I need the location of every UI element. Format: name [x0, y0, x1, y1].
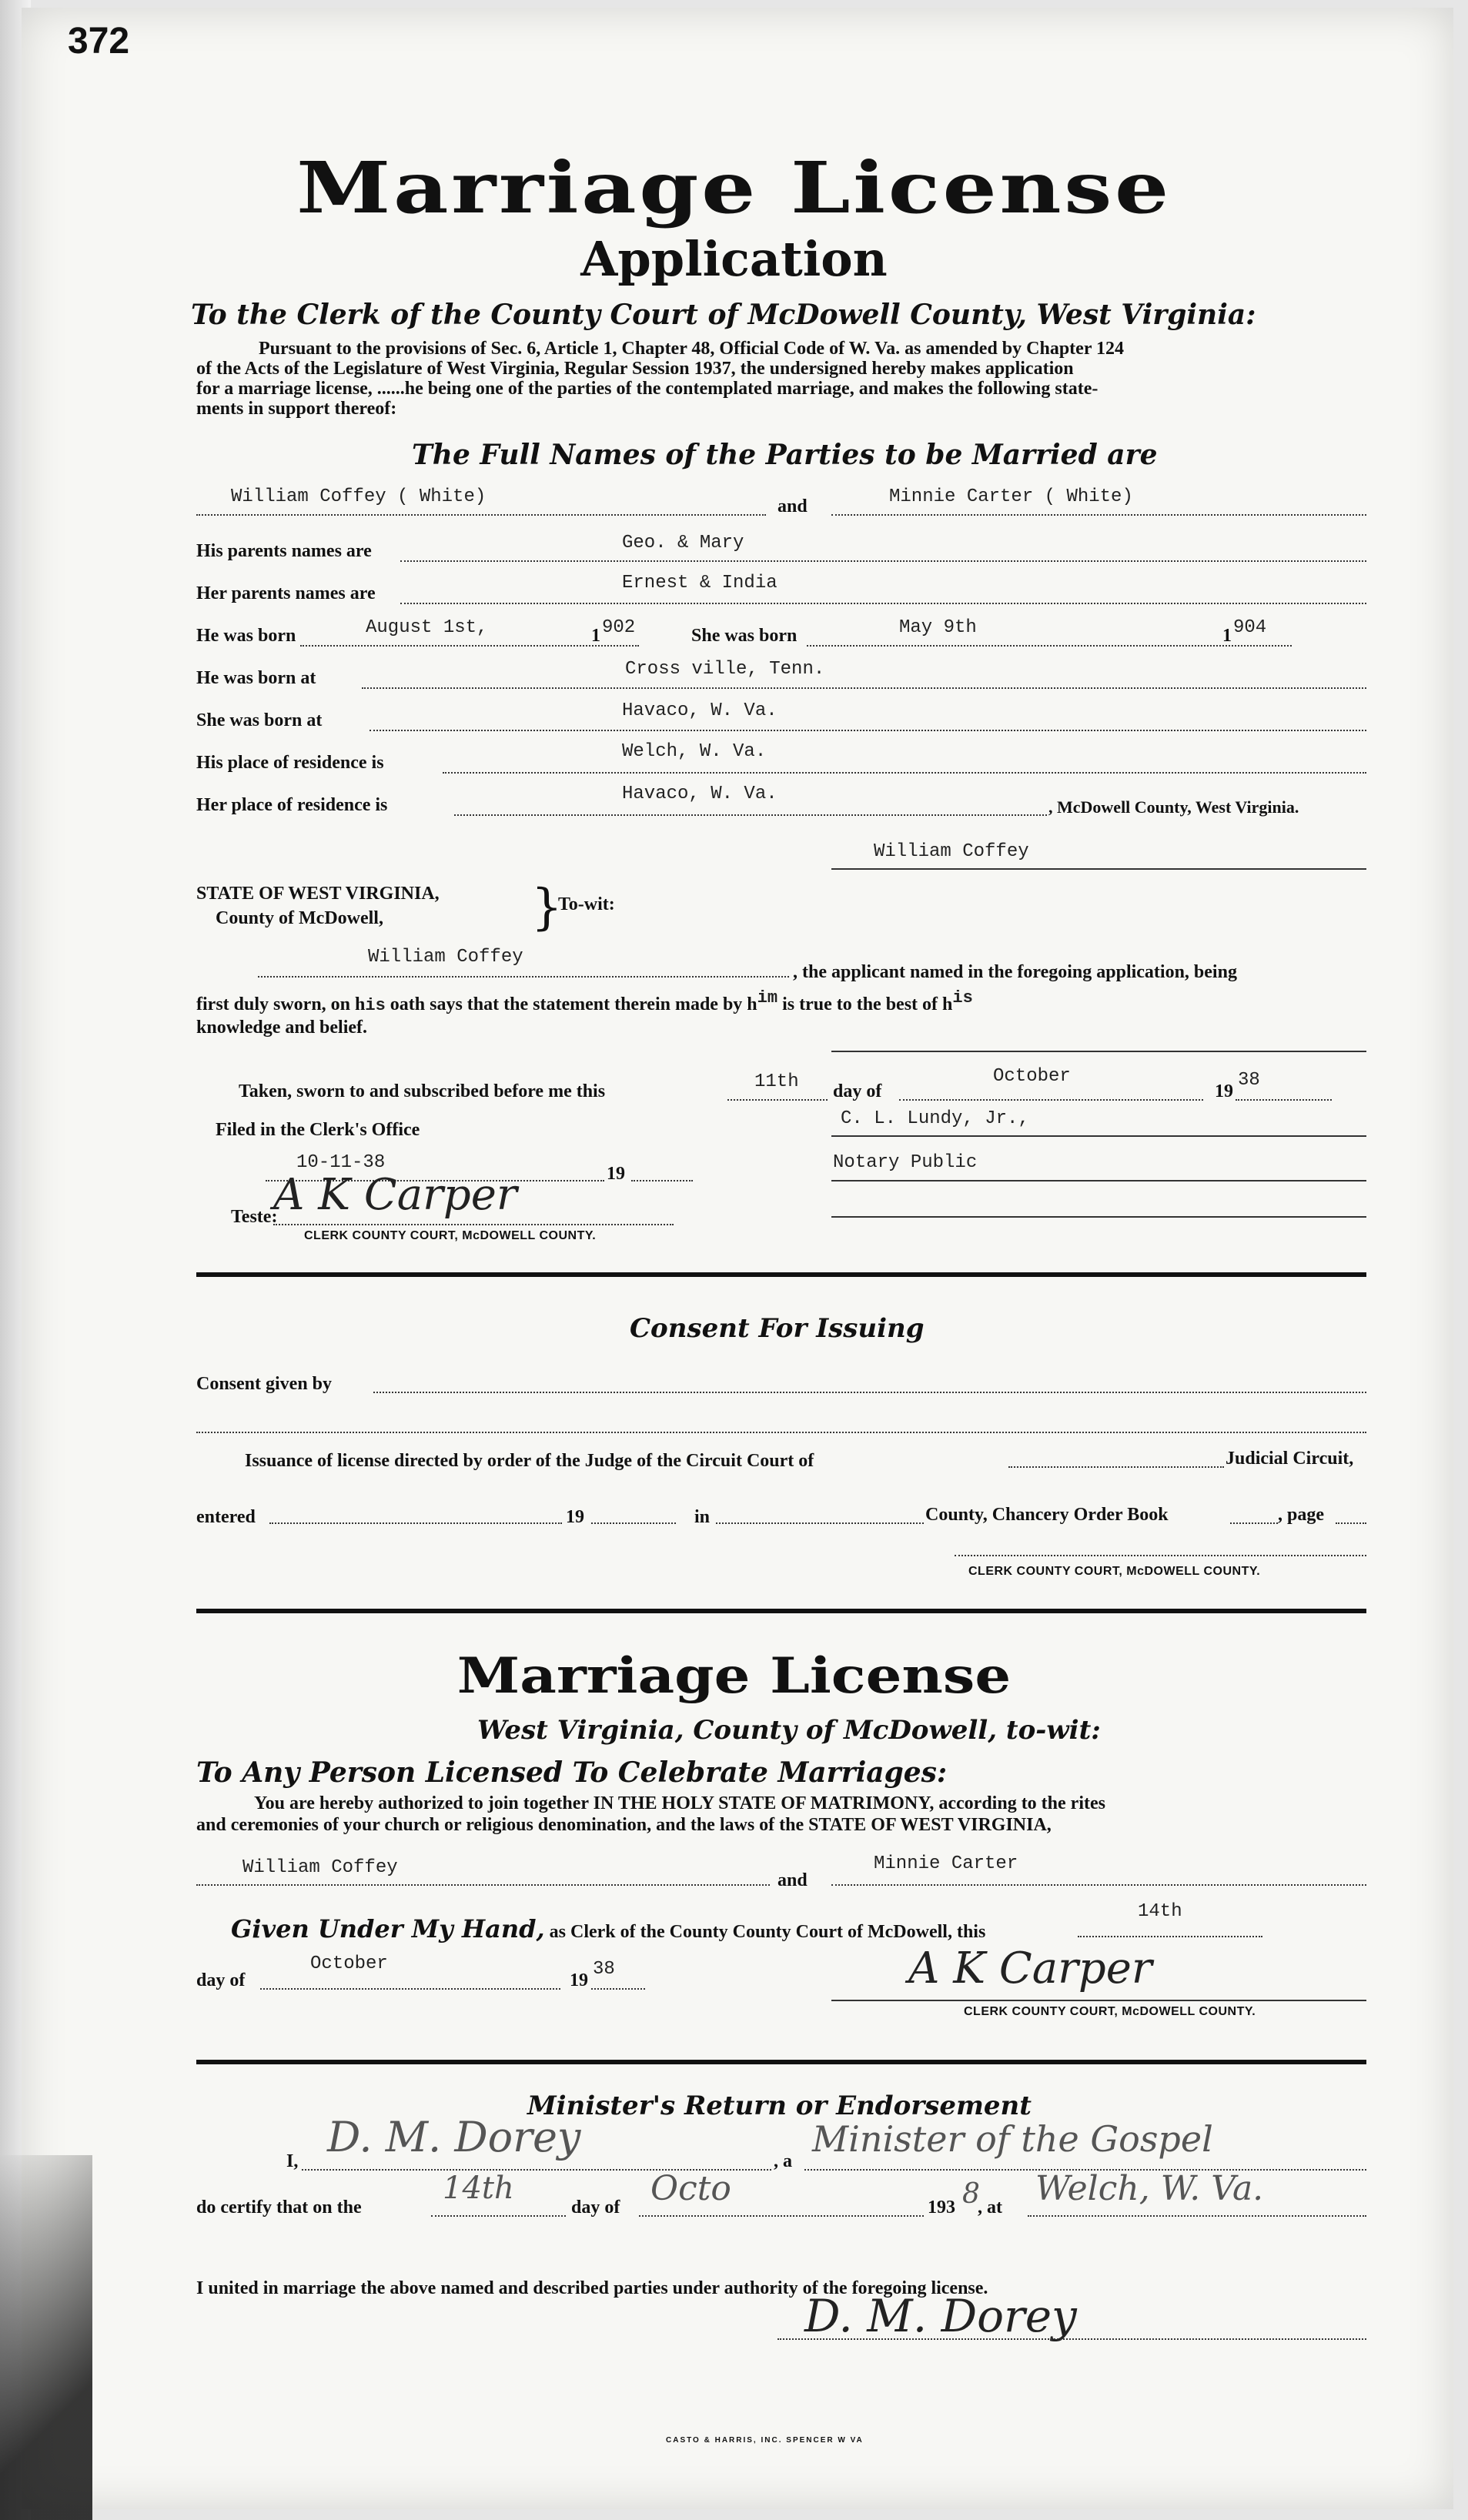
her-residence: Havaco, W. Va. — [622, 784, 777, 804]
affidavit-to-wit: To-wit: — [558, 894, 615, 914]
his-fill: is — [365, 996, 386, 1015]
license-to-any: To Any Person Licensed To Celebrate Marriages: — [196, 1756, 948, 1789]
minister-heading: Minister's Return or Endorsement — [527, 2091, 1032, 2121]
his-fill-2: is — [952, 988, 973, 1008]
license-bride: Minnie Carter — [874, 1853, 1018, 1874]
page-number: 372 — [68, 21, 130, 62]
in-label: in — [694, 1507, 711, 1527]
he-born-label: He was born — [196, 626, 296, 646]
given-text: as Clerk of the County County Court of McDowell, this — [544, 1922, 986, 1942]
judicial-circuit: Judicial Circuit, — [1226, 1449, 1354, 1469]
to-clerk-heading: To the Clerk of the County Court of McDowell County, West Virginia: — [191, 299, 1256, 331]
affidavit-county: County of McDowell, — [216, 908, 383, 928]
given-day: 14th — [1138, 1901, 1182, 1922]
license-state-line: West Virginia, County of McDowell, to-wit: — [477, 1715, 1101, 1746]
page-label: , page — [1278, 1505, 1324, 1525]
minister-name: D. M. Dorey — [327, 2113, 581, 2161]
intro-line-4: ments in support thereof: — [196, 399, 397, 419]
license-clerk-caption: CLERK COUNTY COURT, McDOWELL COUNTY. — [964, 2005, 1256, 2018]
groom-name: William Coffey ( White) — [231, 486, 487, 507]
she-born-date: May 9th — [899, 617, 977, 638]
divider-1 — [196, 1272, 1366, 1277]
sworn-century: 19 — [1215, 1081, 1233, 1101]
consent-clerk-caption: CLERK COUNTY COURT, McDOWELL COUNTY. — [968, 1565, 1261, 1578]
affidavit-line3: knowledge and belief. — [196, 1018, 368, 1038]
he-born-date: August 1st, — [366, 617, 488, 638]
divider-3 — [196, 2060, 1366, 2064]
he-born-at-label: He was born at — [196, 668, 316, 688]
bride-name: Minnie Carter ( White) — [889, 486, 1133, 507]
full-names-heading: The Full Names of the Parties to be Married are — [412, 439, 1158, 471]
his-residence: Welch, W. Va. — [622, 741, 767, 762]
sworn-month: October — [993, 1066, 1071, 1087]
filed-century: 19 — [607, 1164, 625, 1184]
his-residence-label: His place of residence is — [196, 753, 384, 773]
corner-shadow — [0, 2155, 92, 2520]
minister-i-label: I, — [286, 2151, 299, 2171]
minister-day-of: day of — [571, 2197, 620, 2218]
affidavit-line2c: is true to the best of h — [777, 994, 953, 1014]
intro-line-2: of the Acts of the Legislature of West Virginia, Regular Session 1937, the undersigned hereby makes application — [196, 359, 1074, 379]
issuance-text: Issuance of license directed by order of the Judge of the Circuit Court of — [245, 1451, 814, 1471]
license-title: Marriage License — [456, 1647, 1012, 1705]
minister-certify-label: do certify that on the — [196, 2197, 362, 2218]
license-groom: William Coffey — [242, 1857, 398, 1878]
consent-given-by-label: Consent given by — [196, 1374, 333, 1394]
notary-title: Notary Public — [833, 1152, 978, 1173]
teste-label: Teste: — [231, 1207, 278, 1227]
he-born-year: 902 — [602, 617, 636, 638]
given-year: 38 — [593, 1959, 615, 1980]
filed-date: 10-11-38 — [296, 1152, 386, 1173]
minister-united-text: I united in marriage the above named and described parties under authority of the foregoing license. — [196, 2278, 988, 2298]
her-parents-label: Her parents names are — [196, 583, 376, 603]
minister-place: Welch, W. Va. — [1035, 2169, 1264, 2208]
minister-signature: D. M. Dorey — [804, 2290, 1077, 2342]
application-title: Marriage License — [296, 146, 1172, 229]
affidavit-line2b: oath says that the statement therein made by h — [385, 994, 757, 1014]
her-residence-label: Her place of residence is — [196, 795, 388, 815]
he-born-at: Cross ville, Tenn. — [625, 659, 825, 680]
license-day-of-label: day of — [196, 1970, 246, 1990]
intro-line-3: for a marriage license, ......he being one of the parties of the contemplated marriage, and makes the following state- — [196, 379, 1098, 399]
application-subtitle: Application — [580, 231, 888, 287]
given-month: October — [310, 1954, 388, 1974]
teste-clerk-caption: CLERK COUNTY COURT, McDOWELL COUNTY. — [304, 1229, 597, 1242]
given-century: 19 — [570, 1970, 588, 1990]
applicant-signature: William Coffey — [874, 841, 1029, 862]
his-parents: Geo. & Mary — [622, 533, 744, 553]
and-label: and — [777, 496, 808, 516]
notary-name: C. L. Lundy, Jr., — [841, 1108, 1029, 1129]
license-body-2: and ceremonies of your church or religious denomination, and the laws of the STATE OF WEST VIRGINIA, — [196, 1815, 1052, 1835]
county-suffix: , McDowell County, West Virginia. — [1048, 797, 1299, 817]
sworn-year: 38 — [1238, 1070, 1260, 1091]
intro-line-1: Pursuant to the provisions of Sec. 6, Article 1, Chapter 48, Official Code of W. Va. as amended by Chapter 124 — [259, 339, 1125, 359]
she-born-year: 904 — [1233, 617, 1267, 638]
county-chancery: County, Chancery Order Book — [925, 1505, 1169, 1525]
she-born-label: She was born — [691, 626, 798, 646]
license-and: and — [777, 1870, 808, 1890]
consent-heading: Consent For Issuing — [630, 1313, 925, 1344]
minister-title: Minister of the Gospel — [812, 2118, 1213, 2160]
minister-a-label: , a — [774, 2151, 792, 2171]
his-parents-label: His parents names are — [196, 541, 372, 561]
day-of-label: day of — [833, 1081, 882, 1101]
sworn-label: Taken, sworn to and subscribed before me this — [239, 1081, 606, 1101]
sworn-day: 11th — [754, 1071, 799, 1092]
entered-label: entered — [196, 1507, 256, 1527]
he-born-century: 1 — [591, 626, 600, 646]
affidavit-applicant: William Coffey — [368, 947, 523, 968]
her-parents: Ernest & India — [622, 573, 777, 593]
filed-label: Filed in the Clerk's Office — [216, 1120, 420, 1140]
minister-at-label: , at — [978, 2197, 1002, 2218]
minister-century: 193 — [928, 2197, 955, 2218]
minister-month: Octo — [650, 2169, 731, 2208]
divider-2 — [196, 1609, 1366, 1613]
teste-clerk-signature: A K Carper — [273, 1170, 517, 1220]
given-under-label: Given Under My Hand, — [231, 1914, 545, 1943]
him-fill: im — [757, 988, 778, 1008]
printer-imprint: CASTO & HARRIS, INC. SPENCER W VA — [666, 2436, 864, 2445]
affidavit-line2a: first duly sworn, on h — [196, 994, 366, 1014]
affidavit-line1: , the applicant named in the foregoing application, being — [793, 962, 1237, 982]
minister-year: 8 — [962, 2178, 980, 2210]
minister-day: 14th — [443, 2171, 514, 2206]
affidavit-brace: } — [531, 879, 563, 936]
license-body-1: You are hereby authorized to join together IN THE HOLY STATE OF MATRIMONY, according to the rites — [254, 1793, 1105, 1813]
entered-century: 19 — [566, 1507, 584, 1527]
she-born-at-label: She was born at — [196, 710, 323, 730]
license-clerk-signature: A K Carper — [908, 1943, 1152, 1994]
affidavit-state: STATE OF WEST VIRGINIA, — [196, 884, 440, 904]
she-born-century: 1 — [1222, 626, 1232, 646]
she-born-at: Havaco, W. Va. — [622, 700, 777, 721]
